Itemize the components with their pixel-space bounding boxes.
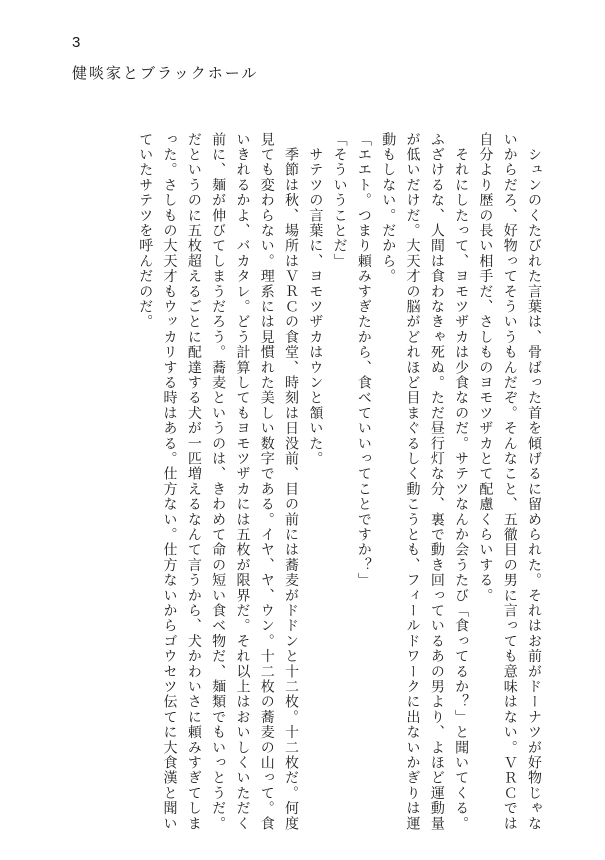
paragraph: 「エエト。つまり頼みすぎたから、食べていいってことですか？」 <box>355 132 372 588</box>
page-number: 3 <box>72 34 81 51</box>
chapter-title: 健啖家とブラックホール <box>72 64 259 82</box>
paragraph: サテツの言葉に、ヨモツザカはウンと頷いた。 <box>307 132 324 467</box>
paragraph: シュンのくたびれた言葉は、骨ばった首を傾げるに留められた。それはお前がドーナツが好物じゃないからだろ、好物ってそういうもんだぞ。そんなこと、五徹目の男に言っても意味はない。ＶＲＣでは自分より歴の長い相手だ、さしものヨモツザカとて配慮くらいする。 <box>477 132 542 832</box>
paragraph: それにしたって、ヨモツザカは少食なのだ。サテツなんか会うたび「食ってるか？」と聞いてくる。ふざけるな、人間は食わなきゃ死ぬ。ただ昼行灯な分、裏で動き回っているあの男より、よほど運動量が低いだけだ。大天才の脳がどれほど目まぐるしく動こうとも、フィールドワークに出ないかぎりは運動もしない。だから。 <box>380 132 470 832</box>
paragraph: 季節は秋、場所はＶＲＣの食堂、時刻は日没前、目の前には蕎麦がドドンと十二枚。十二枚だ。何度見ても変わらない。理系には見慣れた美しい数字である。イヤ、ヤ、ウン。十二枚の蕎麦の山って。食いきれるかよ、バカタレ。どう計算してもヨモツザカには五枚が限界だ。それ以上はおいしくいただく前に、麺が伸びてしまうだろう。蕎麦というのは、きわめて命の短い食べ物だ、麺類でもいっとうだ。だというのに五枚超えるごとに配達する犬が一匹増えるなんて言うから、犬かわいさに頼みすぎてしまった。さしもの大天才もウッカリする時はある。仕方ない。仕方ないからゴウセツ伝てに大食漢と聞いていたサテツを呼んだのだ。 <box>137 132 300 832</box>
paragraph: 「そういうことだ」 <box>331 132 348 269</box>
body-text <box>58 132 546 832</box>
